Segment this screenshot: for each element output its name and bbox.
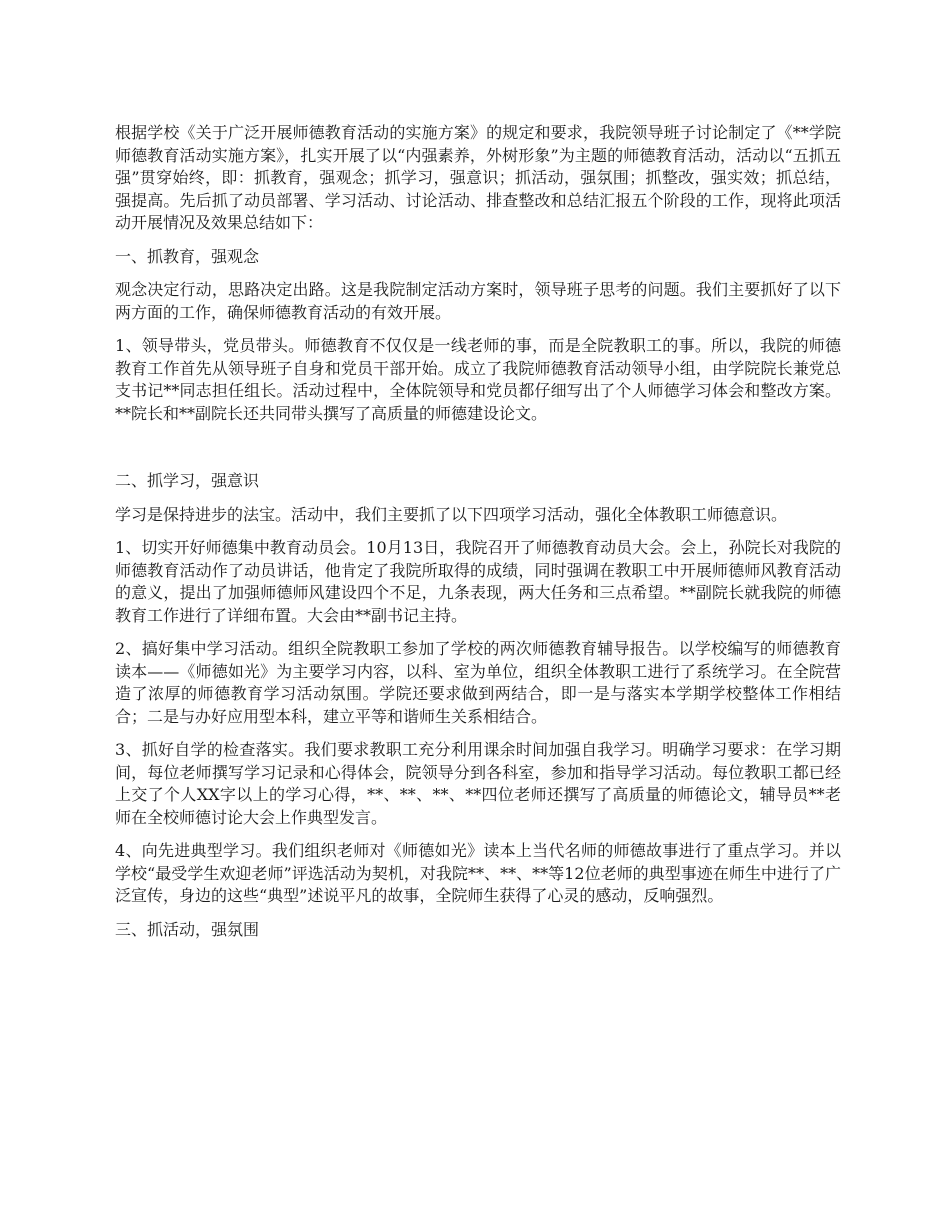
section-2-heading: 二、抓学习，强意识: [115, 471, 260, 490]
section-2-lead-paragraph: 学习是保持进步的法宝。活动中，我们主要抓了以下四项学习活动，强化全体教职工师德意识。: [115, 504, 788, 524]
section-1-lead-paragraph: 观念决定行动，思路决定出路。这是我院制定活动方案时，领导班子思考的问题。我们主要抓好了以下两方面的工作，确保师德教育活动的有效开展。: [115, 280, 841, 322]
document-body: [115, 122, 841, 952]
section-3-heading: 三、抓活动，强氛围: [115, 919, 260, 939]
blank-gap: [115, 436, 841, 470]
section-2-item-2: 2、搞好集中学习活动。组织全院教职工参加了学校的两次师德教育辅导报告。以学校编写的师德教育读本——《师德如光》为主要学习内容，以科、室为单位，组织全体教职工进行了系统学习。在全院营造了浓厚的师德教育学习活动氛围。学院还要求做到两结合，即一是与落实本学期学校整体工作相结合；二是与办好应用型本科，建立平等和谐师生关系相结合。: [115, 639, 841, 726]
section-2-item-1: 1、切实开好师德集中教育动员会。10月13日，我院召开了师德教育动员大会。会上，孙院长对我院的师德教育活动作了动员讲话，他肯定了我院所取得的成绩，同时强调在教职工中开展师德师风教育活动的意义，提出了加强师德师风建设四个不足，九条表现，两大任务和三点希望。**副院长就我院的师德教育工作进行了详细布置。大会由**副书记主持。: [115, 538, 841, 625]
section-1-item-1: 1、领导带头，党员带头。师德教育不仅仅是一线老师的事，而是全院教职工的事。所以，我院的师德教育工作首先从领导班子自身和党员干部开始。成立了我院师德教育活动领导小组，由学院院长兼党总支书记**同志担任组长。活动过程中，全体院领导和党员都仔细写出了个人师德学习体会和整改方案。**院长和**副院长还共同带头撰写了高质量的师德建设论文。: [115, 336, 841, 423]
section-1-heading: 一、抓教育，强观念: [115, 246, 260, 266]
section-2-item-3: 3、抓好自学的检查落实。我们要求教职工充分利用课余时间加强自我学习。明确学习要求：在学习期间，每位老师撰写学习记录和心得体会，院领导分到各科室，参加和指导学习活动。每位教职工都已经上交了个人XX字以上的学习心得，**、**、**、**四位老师还撰写了高质量的师德论文，辅导员**老师在全校师德讨论大会上作典型发言。: [115, 740, 841, 827]
intro-paragraph: 根据学校《关于广泛开展师德教育活动的实施方案》的规定和要求，我院领导班子讨论制定了《**学院师德教育活动实施方案》，扎实开展了以“内强素养，外树形象”为主题的师德教育活动，活动以“五抓五强”贯穿始终，即：抓教育，强观念；抓学习，强意识；抓活动，强氛围；抓整改，强实效；抓总结，强提高。先后抓了动员部署、学习活动、讨论活动、排查整改和总结汇报五个阶段的工作，现将此项活动开展情况及效果总结如下：: [115, 123, 841, 232]
section-2-item-4: 4、向先进典型学习。我们组织老师对《师德如光》读本上当代名师的师德故事进行了重点学习。并以学校“最受学生欢迎老师”评选活动为契机，对我院**、**、**等12位老师的典型事迹在师生中进行了广泛宣传，身边的这些“典型”述说平凡的故事，全院师生获得了心灵的感动，反响强烈。: [115, 841, 841, 905]
